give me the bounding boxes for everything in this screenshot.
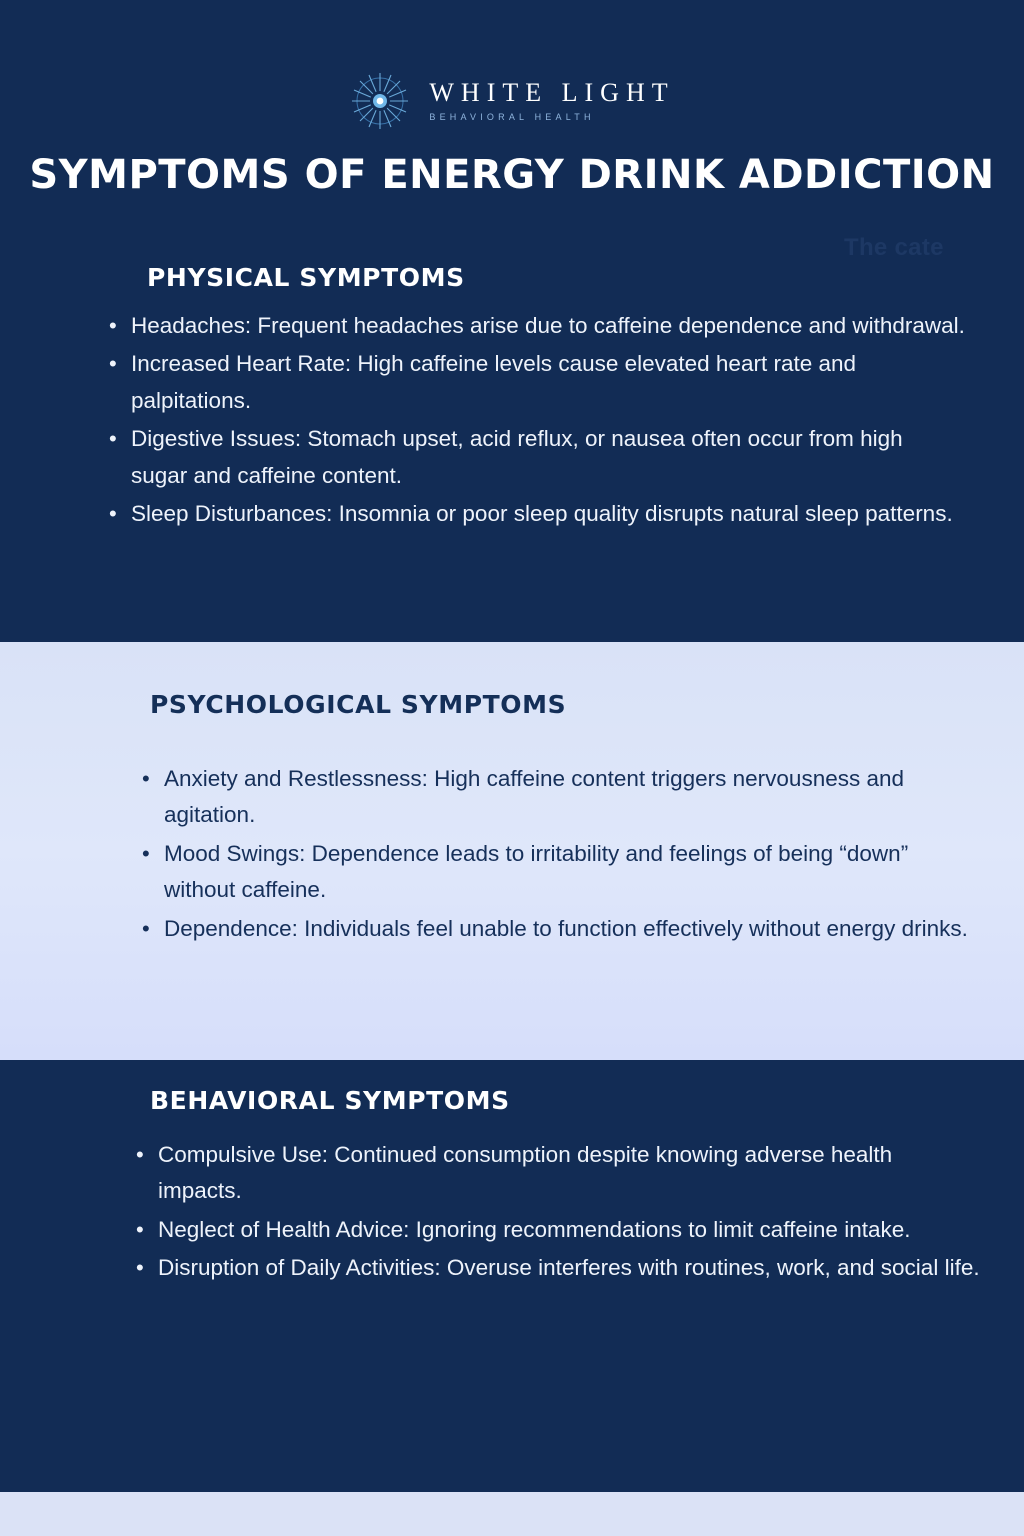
psychological-symptoms-heading: PSYCHOLOGICAL SYMPTOMS: [150, 690, 567, 719]
psychological-symptoms-list: [138, 761, 980, 947]
brand-logo: [0, 70, 1024, 132]
list-item: • Increased Heart Rate: High caffeine levels cause elevated heart rate and palpitations.: [105, 346, 965, 419]
behavioral-symptoms-list: [132, 1137, 980, 1287]
footer-strip: [0, 1492, 1024, 1536]
list-item: • Sleep Disturbances: Insomnia or poor sleep quality disrupts natural sleep patterns.: [105, 496, 965, 532]
list-item: • Compulsive Use: Continued consumption despite knowing adverse health impacts.: [132, 1137, 980, 1210]
list-item: • Dependence: Individuals feel unable to function effectively without energy drinks.: [138, 911, 980, 947]
page-title: SYMPTOMS OF ENERGY DRINK ADDICTION: [29, 152, 995, 198]
physical-symptoms-list: [105, 308, 965, 533]
physical-symptoms-block: [105, 263, 965, 535]
list-item: • Disruption of Daily Activities: Overuse interferes with routines, work, and social life.: [132, 1250, 980, 1286]
brand-name: WHITE LIGHT: [429, 78, 675, 107]
list-item: • Headaches: Frequent headaches arise due to caffeine dependence and withdrawal.: [105, 308, 965, 344]
starburst-icon: [349, 70, 411, 132]
list-item: • Mood Swings: Dependence leads to irritability and feelings of being “down” without caffeine.: [138, 836, 980, 909]
physical-symptoms-heading: PHYSICAL SYMPTOMS: [147, 263, 465, 292]
behavioral-symptoms-block: [120, 1086, 980, 1289]
behavioral-symptoms-heading: BEHAVIORAL SYMPTOMS: [150, 1086, 510, 1115]
list-item: • Anxiety and Restlessness: High caffeine content triggers nervousness and agitation.: [138, 761, 980, 834]
list-item: • Neglect of Health Advice: Ignoring recommendations to limit caffeine intake.: [132, 1212, 980, 1248]
brand-tagline: BEHAVIORAL HEALTH: [429, 112, 595, 122]
background-ghost-text: The catе: [844, 234, 944, 261]
list-item: • Digestive Issues: Stomach upset, acid reflux, or nausea often occur from high sugar and caffeine content.: [105, 421, 965, 494]
psychological-symptoms-block: [120, 690, 980, 949]
